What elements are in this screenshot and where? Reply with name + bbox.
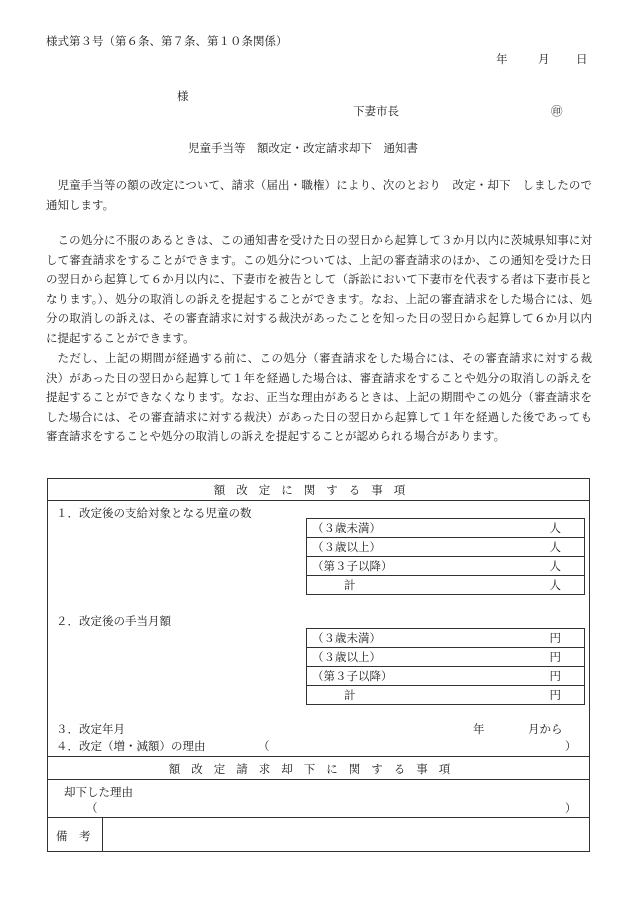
item4-close-paren: ） [565, 739, 577, 753]
form-number: 様式第３号（第６条、第７条、第１０条関係） [46, 34, 288, 48]
remarks-label: 備 考 [56, 829, 91, 843]
table-row: （３歳未満） 人 [307, 519, 585, 538]
item4-label: ４．改定（増・減額）の理由 [56, 739, 206, 753]
date-year: 年 [496, 52, 508, 66]
issuer-name: 下妻市長 [353, 104, 399, 118]
table-row: （第３子以降） 円 [307, 667, 585, 686]
rejection-section-header: 額改定請求却下に関する事項 [168, 762, 462, 776]
rejection-open-paren: （ [86, 801, 98, 815]
monthly-amount-table [306, 628, 585, 705]
document-title: 児童手当等 額改定・改定請求却下 通知書 [188, 141, 418, 155]
table-row: 計 人 [307, 576, 585, 595]
table-row: （３歳以上） 人 [307, 538, 585, 557]
table-row: （第３子以降） 人 [307, 557, 585, 576]
date-day: 日 [576, 52, 588, 66]
rejection-close-paren: ） [565, 801, 577, 815]
item2-label: ２．改定後の手当月額 [56, 614, 171, 628]
rejection-reason-label: 却下した理由 [64, 785, 133, 799]
seal-mark: ㊞ [551, 104, 563, 118]
item1-label: １．改定後の支給対象となる児童の数 [56, 506, 252, 520]
table-row: （３歳未満） 円 [307, 629, 585, 648]
addressee-suffix: 様 [177, 89, 189, 103]
date-month: 月 [538, 52, 550, 66]
revision-section-header: 額改定に関する事項 [213, 483, 417, 497]
child-count-table [306, 518, 585, 595]
item3-label: ３．改定年月 [56, 722, 125, 736]
intro-paragraph: 児童手当等の額の改定について、請求（届出・職権）により、次のとおり 改定・却下 しましたので通知します。 [46, 178, 592, 212]
item3-year: 年 [473, 722, 485, 736]
table-row: 計 円 [307, 686, 585, 705]
table-row: （３歳以上） 円 [307, 648, 585, 667]
item4-open-paren: （ [258, 739, 270, 753]
appeal-paragraph-1: この処分に不服のあるときは、この通知書を受けた日の翌日から起算して３か月以内に茨城県知事に対して審査請求をすることができます。この処分については、上記の審査請求のほか、この通知を受けた日の翌日から起算して６か月以内に、下妻市を被告として（訴訟において下妻市を代表する者は下妻市長となります。）、処分の取消しの訴えを提起することができます。なお、上記の審査請求をした場合には、処分の取消しの訴えは、その審査請求に対する裁決があったことを知った日の翌日から起算して６か月以内に提起することができます。 [46, 233, 592, 345]
appeal-paragraph-2: ただし、上記の期間が経過する前に、この処分（審査請求をした場合には、その審査請求に対する裁決）があった日の翌日から起算して１年を経過した場合は、審査請求をすることや処分の取消しの訴えを提起することができなくなります。なお、正当な理由があるときは、上記の期間やこの処分（審査請求をした場合には、その審査請求に対する裁決）があった日の翌日から起算して１年を経過した後であっても審査請求をすることや処分の取消しの訴えを提起することが認められる場合があります。 [46, 351, 592, 444]
item3-month-from: 月から [528, 722, 563, 736]
